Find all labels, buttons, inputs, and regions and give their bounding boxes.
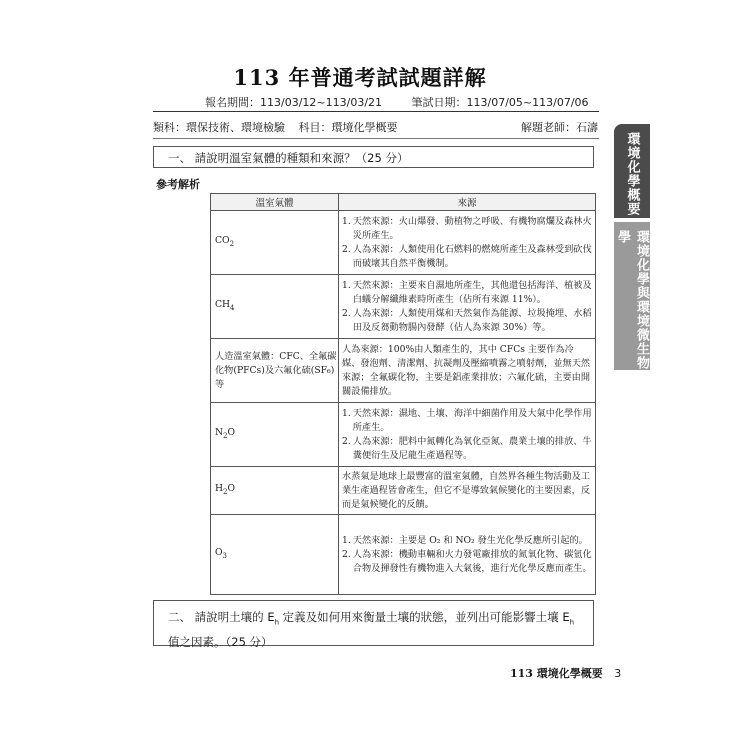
exam-meta xyxy=(153,119,408,135)
exam-date: 筆試日期：113/07/05~113/07/06 xyxy=(411,96,589,109)
eh-symbol: $E_h$ xyxy=(267,610,280,627)
table-row xyxy=(211,515,596,595)
source-text: 水蒸氣是地球上最豐富的溫室氣體，自然界各種生物活動及工業生產過程皆會產生，但它不是導致氣候變化的主要因素，反而是氣候變化的反饋。 xyxy=(342,470,591,510)
source-item-text: 人為來源：人類使用化石燃料的燃燒所產生及森林受到砍伐而破壞其自然平衡機制。 xyxy=(352,243,592,269)
page-footer xyxy=(510,665,621,681)
meta-divider xyxy=(153,138,599,139)
gas-subscript: 4 xyxy=(230,303,235,312)
gas-cell xyxy=(211,275,339,339)
source-item xyxy=(342,548,592,576)
source-item-number: 1. xyxy=(342,407,351,419)
question-1: 一、 請說明溫室氣體的種類和來源？（25 分） xyxy=(153,146,594,168)
answer-label: 參考解析 xyxy=(156,178,200,191)
table-row xyxy=(211,211,596,275)
question-2-text xyxy=(168,610,574,649)
gas-name: CH xyxy=(215,299,231,311)
source-item xyxy=(342,307,592,335)
source-item xyxy=(342,279,592,307)
category: 類科：環保技術、環境檢驗 xyxy=(153,121,285,134)
source-item-number: 1. xyxy=(342,534,351,546)
page-title: 113 年普通考試試題詳解 xyxy=(233,65,487,90)
source-item-number: 2. xyxy=(342,307,351,319)
registration-period: 報名期間：113/03/12~113/03/21 xyxy=(205,96,383,109)
side-tab-current[interactable]: 環境化學概要 xyxy=(614,124,650,218)
source-cell xyxy=(339,467,596,515)
table-header-gas: 溫室氣體 xyxy=(211,194,339,211)
eh-symbol: $E_h$ xyxy=(562,610,575,627)
table-row xyxy=(211,467,596,515)
source-cell xyxy=(339,515,596,595)
gas-cell xyxy=(211,211,339,275)
source-item-text: 人為來源：肥料中氮轉化為氧化亞氮、農業土壤的排放、牛糞便衍生及尼龍生產過程等。 xyxy=(352,435,592,461)
source-item xyxy=(342,407,592,435)
gas-name-tail: O xyxy=(227,483,236,495)
gas-name: O xyxy=(215,547,223,559)
gas-cell xyxy=(211,403,339,467)
source-text: 人為來源：100%由人類產生的，其中 CFCs 主要作為冷媒、發泡劑、清潔劑、抗凝劑及壓縮噴霧之噴射劑，並無天然來源；全氟碳化物，主要是鋁產業排放；六氟化硫，主要由開關設備排放。 xyxy=(342,343,591,397)
greenhouse-gas-table xyxy=(210,193,596,595)
source-item xyxy=(342,534,592,548)
side-tab-next[interactable]: 環境化學與環境微生物學 xyxy=(614,222,650,370)
source-cell xyxy=(339,211,596,275)
source-item xyxy=(342,215,592,243)
teacher: 解題老師：石濤 xyxy=(521,121,598,134)
source-cell xyxy=(339,403,596,467)
question-2-segment: 二、 請說明土壤的 xyxy=(168,610,268,624)
table-row xyxy=(211,339,596,403)
source-item-number: 2. xyxy=(342,435,351,447)
gas-name-tail: O xyxy=(227,427,236,439)
source-item-text: 天然來源：主要來自濕地所產生，其他還包括海洋、植被及白蟻分解纖維素時所產生（佔所有來源 11%）。 xyxy=(352,279,592,305)
source-item xyxy=(342,435,592,463)
header-divider xyxy=(153,111,599,112)
gas-name: N xyxy=(215,427,224,439)
source-item-text: 天然來源：濕地、土壤、海洋中細菌作用及大氣中化學作用所產生。 xyxy=(352,407,592,433)
exam-dates xyxy=(205,94,615,110)
source-cell xyxy=(339,339,596,403)
source-cell xyxy=(339,275,596,339)
source-item-text: 人為來源：機動車輛和火力發電廠排放的氮氧化物、碳氫化合物及揮發性有機物進入大氣後，進行光化學反應而產生。 xyxy=(352,548,592,574)
gas-name: CO xyxy=(215,235,230,247)
table-row xyxy=(211,403,596,467)
gas-subscript: 2 xyxy=(223,487,228,496)
source-item-number: 1. xyxy=(342,215,351,227)
question-2-segment: 定義及如何用來衡量土壤的狀態，並列出可能影響土壤 xyxy=(279,610,563,624)
gas-name: H xyxy=(215,483,224,495)
table-row xyxy=(211,275,596,339)
footer-label: 113 環境化學概要 xyxy=(510,667,603,680)
gas-subscript: 3 xyxy=(222,551,228,560)
question-2 xyxy=(153,600,594,650)
source-item-number: 2. xyxy=(342,243,351,255)
gas-name: 人造溫室氣體：CFC、全氟碳化物(PFCs)及六氟化硫(SF₆)等 xyxy=(215,350,337,390)
gas-cell xyxy=(211,467,339,515)
source-item-number: 2. xyxy=(342,548,351,560)
subject: 科目：環境化學概要 xyxy=(298,121,398,134)
source-item-text: 天然來源：主要是 O₂ 和 NO₂ 發生光化學反應所引起的。 xyxy=(352,534,588,546)
gas-subscript: 2 xyxy=(223,431,228,440)
gas-subscript: 2 xyxy=(229,239,235,248)
page-number: 3 xyxy=(614,667,622,680)
gas-cell xyxy=(211,339,339,403)
question-2-segment: 值之因素。（25 分） xyxy=(168,635,273,650)
source-item-text: 人為來源：人類使用煤和天然氣作為能源、垃圾掩埋、水稻田及反芻動物腸內發酵（佔人為來源 30%）等。 xyxy=(352,307,592,333)
gas-cell xyxy=(211,515,339,595)
source-item-number: 1. xyxy=(342,279,351,291)
source-item xyxy=(342,243,592,271)
table-header-source: 來源 xyxy=(339,194,596,211)
source-item-text: 天然來源：火山爆發、動植物之呼吸、有機物腐爛及森林火災所產生。 xyxy=(352,215,592,241)
